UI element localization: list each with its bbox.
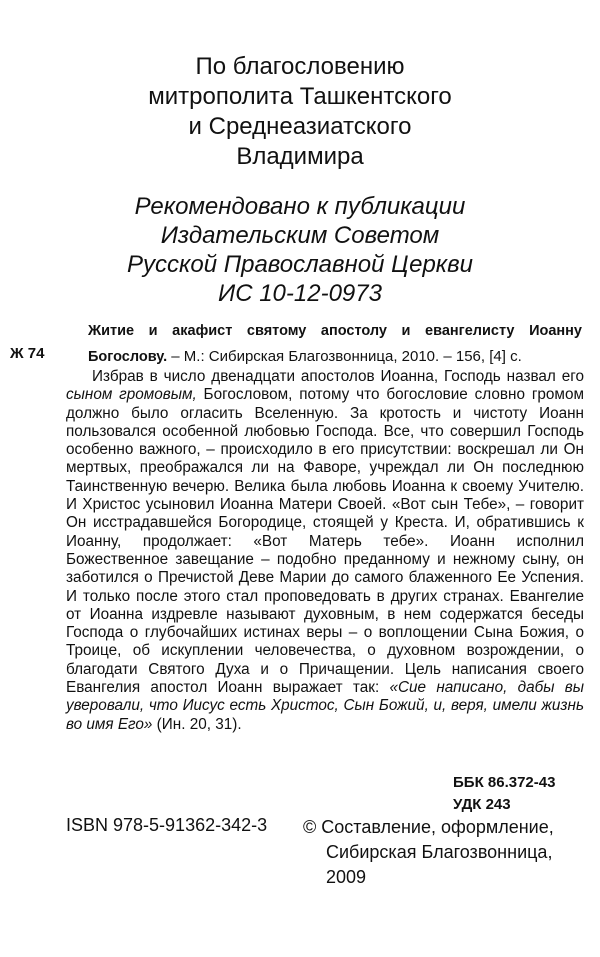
- recommendation-line: Рекомендовано к публикации: [134, 193, 466, 220]
- abstract-text: (Ин. 20, 31).: [152, 715, 242, 733]
- recommendation-block: [0, 192, 600, 308]
- recommendation-line: Издательским Советом: [160, 222, 440, 249]
- recommendation-line: Русской Православной Церкви: [127, 251, 473, 278]
- catalog-entry: [88, 318, 582, 370]
- copyright-notice: [303, 815, 554, 890]
- isbn-number: ISBN 978-5-91362-342-3: [66, 815, 268, 835]
- abstract-text: Избрав в число двенадцати апостолов Иоанна, Господь назвал его: [92, 368, 584, 385]
- book-imprint: – М.: Сибирская Благозвонница, 2010. – 156, [4] с.: [167, 348, 522, 365]
- blessing-line: По благословению: [195, 53, 405, 80]
- udk-code: УДК 243: [453, 796, 511, 813]
- blessing-line: митрополита Ташкентского: [148, 83, 452, 110]
- blessing-line: и Среднеазиатского: [188, 113, 412, 140]
- bbk-code: ББК 86.372-43: [453, 774, 556, 791]
- recommendation-line: ИС 10-12-0973: [218, 280, 382, 307]
- abstract-quote: «Сие написано, дабы вы уверовали, что Иисус есть Христос, Сын Божий, и, веря, имели жизнь во имя Его»: [66, 679, 584, 733]
- copyright-year: 2009: [326, 867, 367, 887]
- copyright-line: Сибирская Благозвонница,: [326, 842, 553, 862]
- book-title: Житие и акафист святому апостолу и евангелисту Иоанну Богослову.: [88, 323, 582, 365]
- abstract-italic: сыном громовым,: [66, 386, 197, 404]
- book-abstract: [66, 368, 584, 734]
- author-mark-code: Ж 74: [10, 345, 45, 362]
- classification-block: [453, 772, 555, 816]
- copyright-line: © Составление, оформление,: [303, 817, 554, 837]
- abstract-text: Богословом, потому что богословие словно громом должно было огласить Вселенную. За кротость и чистоту Иоанн пользовался особенной любовью Господа. Все, что совершил Господь особенно важного, – происходило в его присутствии: воскрешал ли Он мертвых, преображался ли на Фаворе, учреждал ли Он последнюю Таинственную вечерю. Велика была любовь Иоанна к своему Учителю. И Христос усыновил Иоанна Матери Своей. «Вот сын Тебе», – говорит Он исстрадавшейся Богородице, стоящей у Креста. И, обратившись к Иоанну, продолжает: «Вот Матерь тебе». Иоанн исполнил Божественное завещание – подобно преданному и нежному сыну, он заботился о Пречистой Деве Марии до самого блаженного Ее Успения. И только после этого стал проповедовать в других странах. Евангелие от Иоанна издревле называют духовным, в нем содержатся беседы Господа о глубочайших истинах веры – о воплощении Сына Божия, о Троице, об искуплении человечества, о духовном возрождении, о благодати Святого Духа и о Причащении. Цель написания своего Евангелия апостол Иоанн выражает так:: [66, 386, 584, 697]
- blessing-line: Владимира: [236, 143, 364, 170]
- blessing-block: [0, 52, 600, 172]
